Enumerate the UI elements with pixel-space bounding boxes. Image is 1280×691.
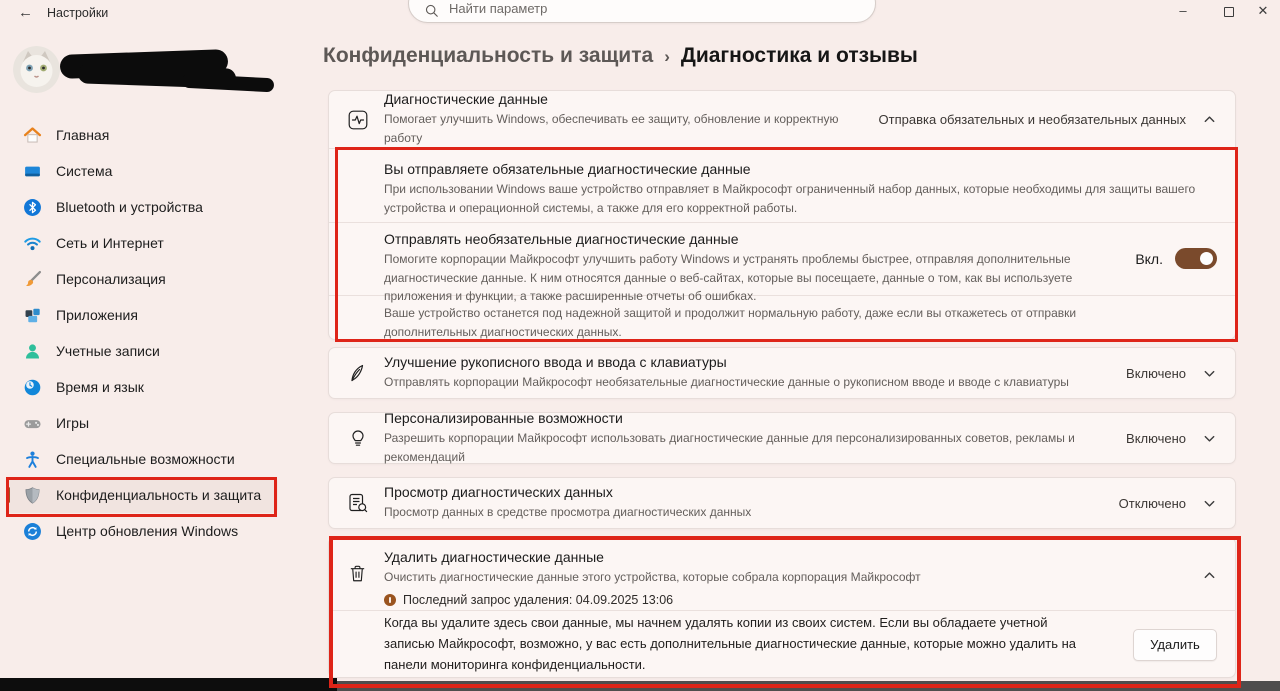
view-diagnostic-data-card	[328, 477, 1236, 529]
search-box[interactable]	[408, 0, 876, 23]
search-input[interactable]	[449, 1, 829, 16]
toggle-state-label: Вкл.	[1135, 250, 1163, 267]
minimize-button[interactable]: –	[1179, 3, 1187, 18]
sidebar-item-label: Специальные возможности	[56, 451, 235, 467]
diagnostic-note-text: Ваше устройство останется под надежной защитой и продолжит нормальную работу, даже если вы откажетесь от отправки дополнительных диагностических данных.	[384, 306, 1077, 339]
diagnostic-data-card	[328, 90, 1236, 340]
optional-diagnostic-toggle[interactable]	[1175, 248, 1217, 269]
sidebar-item-label: Сеть и Интернет	[56, 235, 164, 251]
sidebar-item-label: Конфиденциальность и защита	[56, 487, 262, 503]
breadcrumb	[323, 44, 918, 68]
setting-value: Включено	[1126, 430, 1186, 446]
breadcrumb-parent[interactable]: Конфиденциальность и защита	[323, 44, 654, 67]
sidebar-item-label: Центр обновления Windows	[56, 523, 239, 539]
delete-diagnostic-body-row	[329, 610, 1235, 678]
sidebar-nav	[6, 117, 278, 549]
setting-description: Разрешить корпорации Майкрософт использовать диагностические данные для персонализированных советов, рекламы и рекомендаций	[384, 430, 1075, 464]
data-viewer-icon	[347, 492, 371, 514]
page-title: Диагностика и отзывы	[680, 44, 918, 67]
sidebar-item-label: Персонализация	[56, 271, 166, 287]
system-icon	[22, 161, 42, 181]
chevron-up-icon[interactable]	[1202, 112, 1217, 127]
gaming-icon	[22, 413, 42, 433]
search-icon	[425, 4, 439, 18]
network-icon	[22, 233, 42, 253]
diagnostic-data-header[interactable]	[329, 91, 1235, 148]
sidebar-item-label: Приложения	[56, 307, 138, 323]
close-button[interactable]: ✕	[1257, 3, 1269, 18]
setting-value: Включено	[1126, 365, 1186, 381]
cat-avatar-image	[13, 46, 60, 93]
sidebar-item-label: Игры	[56, 415, 90, 431]
sidebar-item-privacy[interactable]	[6, 477, 278, 513]
sidebar-item-bluetooth[interactable]	[6, 189, 278, 225]
chevron-down-icon[interactable]	[1202, 366, 1217, 381]
sidebar-item-label: Время и язык	[56, 379, 144, 395]
sidebar-item-gaming[interactable]	[6, 405, 278, 441]
inking-typing-header[interactable]	[329, 348, 1235, 398]
setting-description: Просмотр данных в средстве просмотра диагностических данных	[384, 505, 752, 520]
pen-icon	[347, 362, 371, 384]
accounts-icon	[22, 341, 42, 361]
sidebar-item-accessibility[interactable]	[6, 441, 278, 477]
personalization-icon	[22, 269, 42, 289]
setting-description: Отправлять корпорации Майкрософт необязательные диагностические данные о рукописном вводе и вводе с клавиатуры	[384, 375, 1069, 390]
sidebar-item-label: Учетные записи	[56, 343, 160, 359]
view-diagnostic-data-header[interactable]	[329, 478, 1235, 528]
info-icon	[384, 594, 396, 606]
avatar[interactable]	[13, 46, 60, 93]
sidebar-item-network[interactable]	[6, 225, 278, 261]
setting-value: Отключено	[1118, 495, 1186, 511]
required-diagnostic-row	[329, 148, 1235, 222]
trash-icon	[347, 563, 371, 584]
lightbulb-icon	[347, 427, 371, 449]
sidebar-item-personalization[interactable]	[6, 261, 278, 297]
setting-value: Отправка обязательных и необязательных данных	[878, 112, 1186, 127]
sidebar-item-time-language[interactable]	[6, 369, 278, 405]
setting-title: Удалить диагностические данные	[384, 549, 604, 565]
delete-diagnostic-data-card	[328, 537, 1236, 678]
setting-description: Помогает улучшить Windows, обеспечивать ее защиту, обновление и корректную работу	[384, 112, 839, 145]
chevron-up-icon[interactable]	[1202, 568, 1217, 583]
delete-diagnostic-body-text: Когда вы удалите здесь свои данные, мы начнем удалять копии из своих систем. Если вы обладаете учетной записью Майкрософт, возможно, у вас есть дополнительные диагностические данные, которые можно удалить на панели мониторинга конфиденциальности.	[384, 615, 1077, 672]
pulse-icon	[347, 109, 371, 131]
bottom-black-bar	[0, 678, 337, 691]
app-title: Настройки	[47, 6, 109, 20]
delete-diagnostic-header[interactable]	[329, 538, 1235, 610]
setting-title: Диагностические данные	[384, 91, 548, 108]
maximize-button[interactable]	[1224, 7, 1234, 17]
sidebar-item-home[interactable]	[6, 117, 278, 153]
home-icon	[22, 125, 42, 145]
last-delete-request-text: Последний запрос удаления: 04.09.2025 13:06	[403, 592, 674, 607]
chevron-down-icon[interactable]	[1202, 496, 1217, 511]
sidebar-item-label: Bluetooth и устройства	[56, 199, 203, 215]
last-delete-request-line	[384, 593, 921, 607]
back-button[interactable]: ←	[18, 4, 33, 21]
required-diagnostic-description: При использовании Windows ваше устройство отправляет в Майкрософт ограниченный набор данных, которые необходимы для защиты вашего устройства и операционной системы, а также для его корректной работы.	[384, 182, 1196, 215]
sidebar-item-label: Система	[56, 163, 113, 179]
sidebar-item-apps[interactable]	[6, 297, 278, 333]
accessibility-icon	[22, 449, 42, 469]
optional-diagnostic-title: Отправлять необязательные диагностические данные	[384, 231, 739, 247]
inking-typing-card	[328, 347, 1236, 399]
breadcrumb-separator: ›	[664, 47, 670, 66]
windows-update-icon	[22, 521, 42, 541]
chevron-down-icon[interactable]	[1202, 431, 1217, 446]
optional-diagnostic-description: Помогите корпорации Майкрософт улучшить работу Windows и устранять проблемы быстрее, отправляя дополнительные диагностические данные. К ним относятся данные о веб-сайтах, которые вы посещаете, данные о том, как вы используете приложения и функции, а также расширенные отчеты об ошибках.	[384, 252, 1073, 304]
delete-button[interactable]: Удалить	[1133, 629, 1217, 661]
setting-title: Улучшение рукописного ввода и ввода с клавиатуры	[384, 354, 727, 371]
sidebar-item-windows-update[interactable]	[6, 513, 278, 549]
time-language-icon	[22, 377, 42, 397]
sidebar-item-accounts[interactable]	[6, 333, 278, 369]
bottom-gray-bar	[337, 681, 1280, 691]
apps-icon	[22, 305, 42, 325]
bluetooth-icon	[22, 197, 42, 217]
optional-diagnostic-row	[329, 222, 1235, 304]
setting-title: Персонализированные возможности	[384, 409, 623, 426]
tailored-experiences-card	[328, 409, 1236, 464]
sidebar-item-system[interactable]	[6, 153, 278, 189]
redacted-username-scribble	[182, 74, 275, 93]
sidebar-item-label: Главная	[56, 127, 110, 143]
setting-title: Просмотр диагностических данных	[384, 484, 613, 501]
setting-description: Очистить диагностические данные этого устройства, которые собрала корпорация Майкрософт	[384, 570, 921, 584]
required-diagnostic-title: Вы отправляете обязательные диагностические данные	[384, 161, 751, 177]
tailored-experiences-header[interactable]	[329, 409, 1235, 464]
privacy-shield-icon	[22, 485, 42, 505]
toggle-knob	[1200, 252, 1213, 265]
